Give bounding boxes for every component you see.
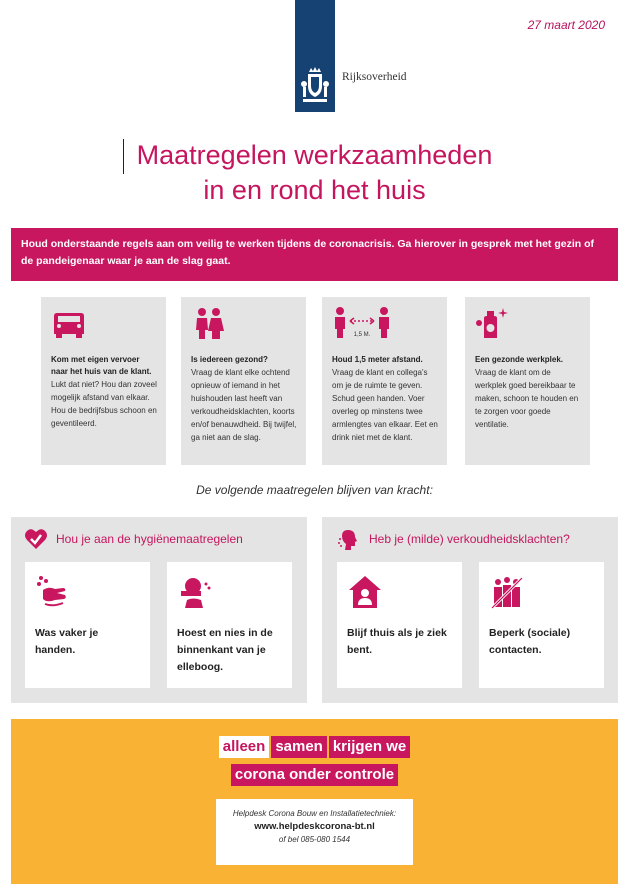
- tile-text: Hoest en nies in de binnenkant van je elleboog.: [177, 627, 273, 673]
- cleaning-bottle-icon: [475, 305, 511, 341]
- heart-check-icon: [24, 527, 48, 551]
- document-date: 27 maart 2020: [527, 18, 605, 32]
- card-transport: [41, 297, 166, 465]
- sneeze-icon: [338, 527, 362, 551]
- distance-icon: [332, 305, 392, 341]
- hand-washing-icon: [35, 574, 71, 610]
- intro-banner: Houd onderstaande regels aan om veilig te werken tijdens de coronacrisis. Ga hierover in gesprek met het gezin of de pandeigenaar waar je aan de slag gaat.: [11, 228, 618, 281]
- tile-wash-hands: [25, 562, 150, 688]
- tile-text: Was vaker je handen.: [35, 627, 99, 656]
- card-body: Vraag de klant elke ochtend opnieuw of iemand in het huishouden last heeft van verkoudheidsklachten, koorts en/of benauwdheid. Bij twijfel, ga niet aan de slag.: [191, 368, 297, 442]
- helpdesk-url-link[interactable]: www.helpdeskcorona-bt.nl: [254, 821, 375, 832]
- card-body: Vraag de klant en collega's om je de ruimte te geven. Schud geen handen. Voer overleg op minstens twee armlengtes van elkaar. Eet en drink niet met de klant.: [332, 368, 438, 442]
- royal-crest-icon: [300, 66, 330, 106]
- section-subheading: De volgende maatregelen blijven van kracht:: [196, 483, 433, 497]
- slogan-corona-onder-controle: corona onder controle: [231, 764, 398, 786]
- two-people-icon: [191, 305, 227, 341]
- tile-cough-elbow: [167, 562, 292, 688]
- tile-limit-contacts: [479, 562, 604, 688]
- card-body: Lukt dat niet? Hou dan zoveel mogelijk afstand van elkaar. Hou de bedrijfsbus schoon en geventileerd.: [51, 380, 157, 428]
- hygiene-panel-title: Hou je aan de hygiënemaatregelen: [56, 532, 243, 546]
- card-heading: Een gezonde werkplek.: [475, 355, 564, 364]
- slogan-word-krijgen-we: krijgen we: [329, 736, 410, 758]
- card-heading: Kom met eigen vervoer naar het huis van de klant.: [51, 355, 152, 376]
- card-health-check: [181, 297, 306, 465]
- helpdesk-box: [216, 799, 413, 865]
- page-title-line-1: Maatregelen werkzaamheden: [136, 140, 493, 170]
- card-healthy-workplace: [465, 297, 590, 465]
- tile-text: Beperk (sociale) contacten.: [489, 627, 571, 656]
- card-heading: Houd 1,5 meter afstand.: [332, 355, 423, 364]
- stay-home-icon: [347, 574, 383, 610]
- card-heading: Is iedereen gezond?: [191, 355, 268, 364]
- helpdesk-phone: of bel 085-080 1544: [278, 835, 351, 844]
- distance-label: 1,5 M.: [353, 332, 371, 338]
- slogan-word-samen: samen: [271, 736, 327, 758]
- logo-text: Rijksoverheid: [342, 71, 407, 83]
- slogan-line-2: [0, 764, 629, 786]
- slogan-line-1: [0, 736, 629, 758]
- slogan-word-alleen: alleen: [219, 736, 270, 758]
- card-body: Vraag de klant om de werkplek goed bereikbaar te maken, schoon te houden en te zorgen voor goede ventilatie.: [475, 368, 579, 429]
- tile-stay-home: [337, 562, 462, 688]
- card-distance: [322, 297, 447, 465]
- group-crossed-icon: [489, 574, 525, 610]
- helpdesk-label: Helpdesk Corona Bouw en Installatietechniek:: [232, 809, 397, 818]
- tile-text: Blijf thuis als je ziek bent.: [347, 627, 447, 656]
- cold-symptoms-panel-title: Heb je (milde) verkoudheidsklachten?: [369, 532, 570, 546]
- cough-elbow-icon: [177, 574, 213, 610]
- page-title-line-2: in en rond het huis: [203, 175, 426, 205]
- van-icon: [51, 305, 87, 341]
